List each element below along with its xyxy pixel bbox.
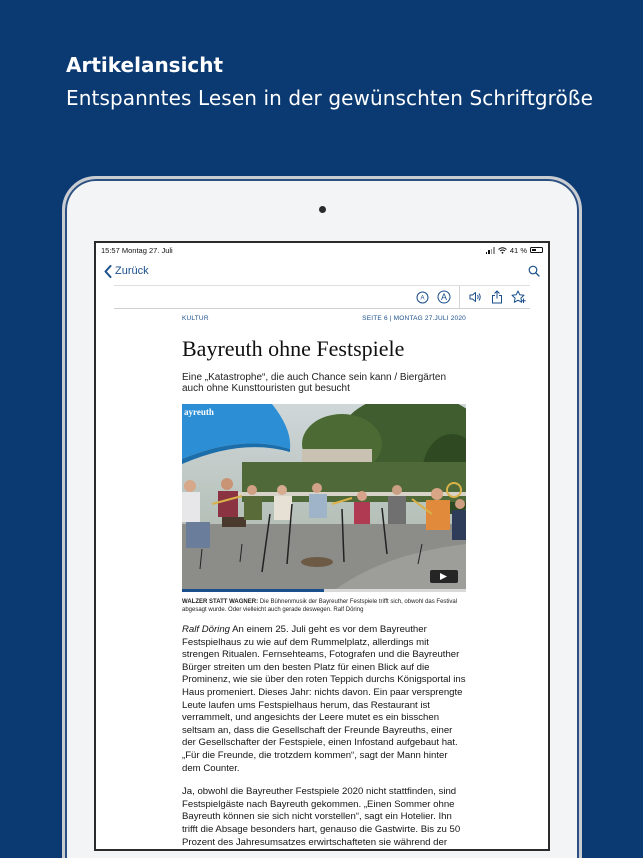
font-smaller-button[interactable] [411, 286, 433, 308]
speaker-icon [469, 291, 482, 303]
article-paragraph: Ja, obwohl die Bayreuther Festspiele 2020 nicht stattfinden, sind Festspielgäste nach Bayreuth gekommen. „Einen Sommer ohne Bayreuth können sie sich nicht vorstellen“, sagt ein Hotelier. Ihn trifft die Absage besonders hart, genauso die Gastwirte. Bis zu 50 Prozent des Jahresumsatzes erwirtschafteten sie während der [182, 786, 461, 848]
article-title: Bayreuth ohne Festspiele [182, 336, 405, 361]
promo-headline: Artikelansicht [66, 53, 224, 77]
article-page-date: SEITE 6 | MONTAG 27.JULI 2020 [362, 315, 466, 322]
paragraph-1-text: An einem 25. Juli geht es vor dem Bayreuther Festspielhaus zu wie auf dem Rummelplatz, allerdings mit strengen Ritualen. Fernsehteams, Fotografen und die Bayreuther Bürger streiten um den besten Platz für einen Blick auf die Prominenz, wie sie über den roten Teppich durchs Königsportal ins Haus promeniert. Dieses Jahr: nichts davon. Ein paar versprengte Leute laufen ums Festspielhaus herum, das Restaurant ist verrammelt, und angesichts der Leere mutet es ein bisschen seltsam an, dass die Gesellschaft der Freunde Bayreuths, einer der Gesellschafter der Festspiele, einen Infostand aufgebaut hat. „Für die Freunde, die trotzdem kommen“, sagt der Mann hinter dem Counter. [182, 624, 466, 774]
battery-percent: 41 % [509, 245, 527, 255]
article-body [182, 624, 466, 849]
article-teaser: Eine „Katastrophe“, die auch Chance sein kann / Biergärten auch ohne Kunsttouristen gut besucht [182, 372, 447, 394]
caption-lead: WALZER STATT WAGNER: [182, 599, 259, 605]
search-icon[interactable] [528, 265, 540, 277]
photo-gallery-indicator [182, 589, 466, 592]
brass-band-photo [182, 404, 466, 592]
back-button[interactable] [104, 265, 149, 278]
font-smaller-glyph: A [419, 295, 425, 302]
article-section: KULTUR [182, 315, 209, 322]
caption-text: Die Bühnenmusik der Bayreuther Festspiele trifft sich, obwohl das Festival abgesagt wurde. Oder vielleicht auch gerade deswegen. Ralf Döring [182, 599, 458, 613]
font-larger-button[interactable] [433, 286, 455, 308]
article-author: Ralf Döring [182, 624, 230, 635]
article-paragraph [182, 624, 466, 775]
photo-caption [182, 598, 466, 614]
tablet-screen [94, 241, 550, 851]
share-icon [491, 290, 503, 304]
promo-subline: Entspanntes Lesen in der gewünschten Schriftgröße [66, 86, 593, 110]
font-larger-glyph: A [440, 292, 448, 302]
font-larger-icon [437, 290, 451, 304]
photo-gallery-progress [182, 589, 324, 592]
umbrella-text: ayreuth [184, 407, 214, 417]
chevron-left-icon [104, 265, 112, 278]
font-smaller-icon [416, 291, 429, 304]
status-indicators [486, 246, 543, 255]
article-photo[interactable] [182, 404, 466, 592]
battery-icon [530, 247, 543, 253]
cellular-signal-icon [486, 247, 495, 254]
bookmark-button[interactable] [508, 286, 530, 308]
share-button[interactable] [486, 286, 508, 308]
back-label: Zurück [115, 265, 149, 277]
front-camera [319, 206, 326, 213]
status-time-date: 15:57 Montag 27. Juli [101, 245, 173, 255]
wifi-icon [498, 247, 507, 254]
article [182, 315, 466, 849]
status-bar [96, 243, 548, 257]
star-add-icon [511, 290, 527, 304]
read-aloud-button[interactable] [464, 286, 486, 308]
article-toolbar [114, 285, 530, 309]
nav-bar [96, 257, 548, 285]
toolbar-divider [459, 286, 460, 308]
article-meta [182, 315, 466, 322]
